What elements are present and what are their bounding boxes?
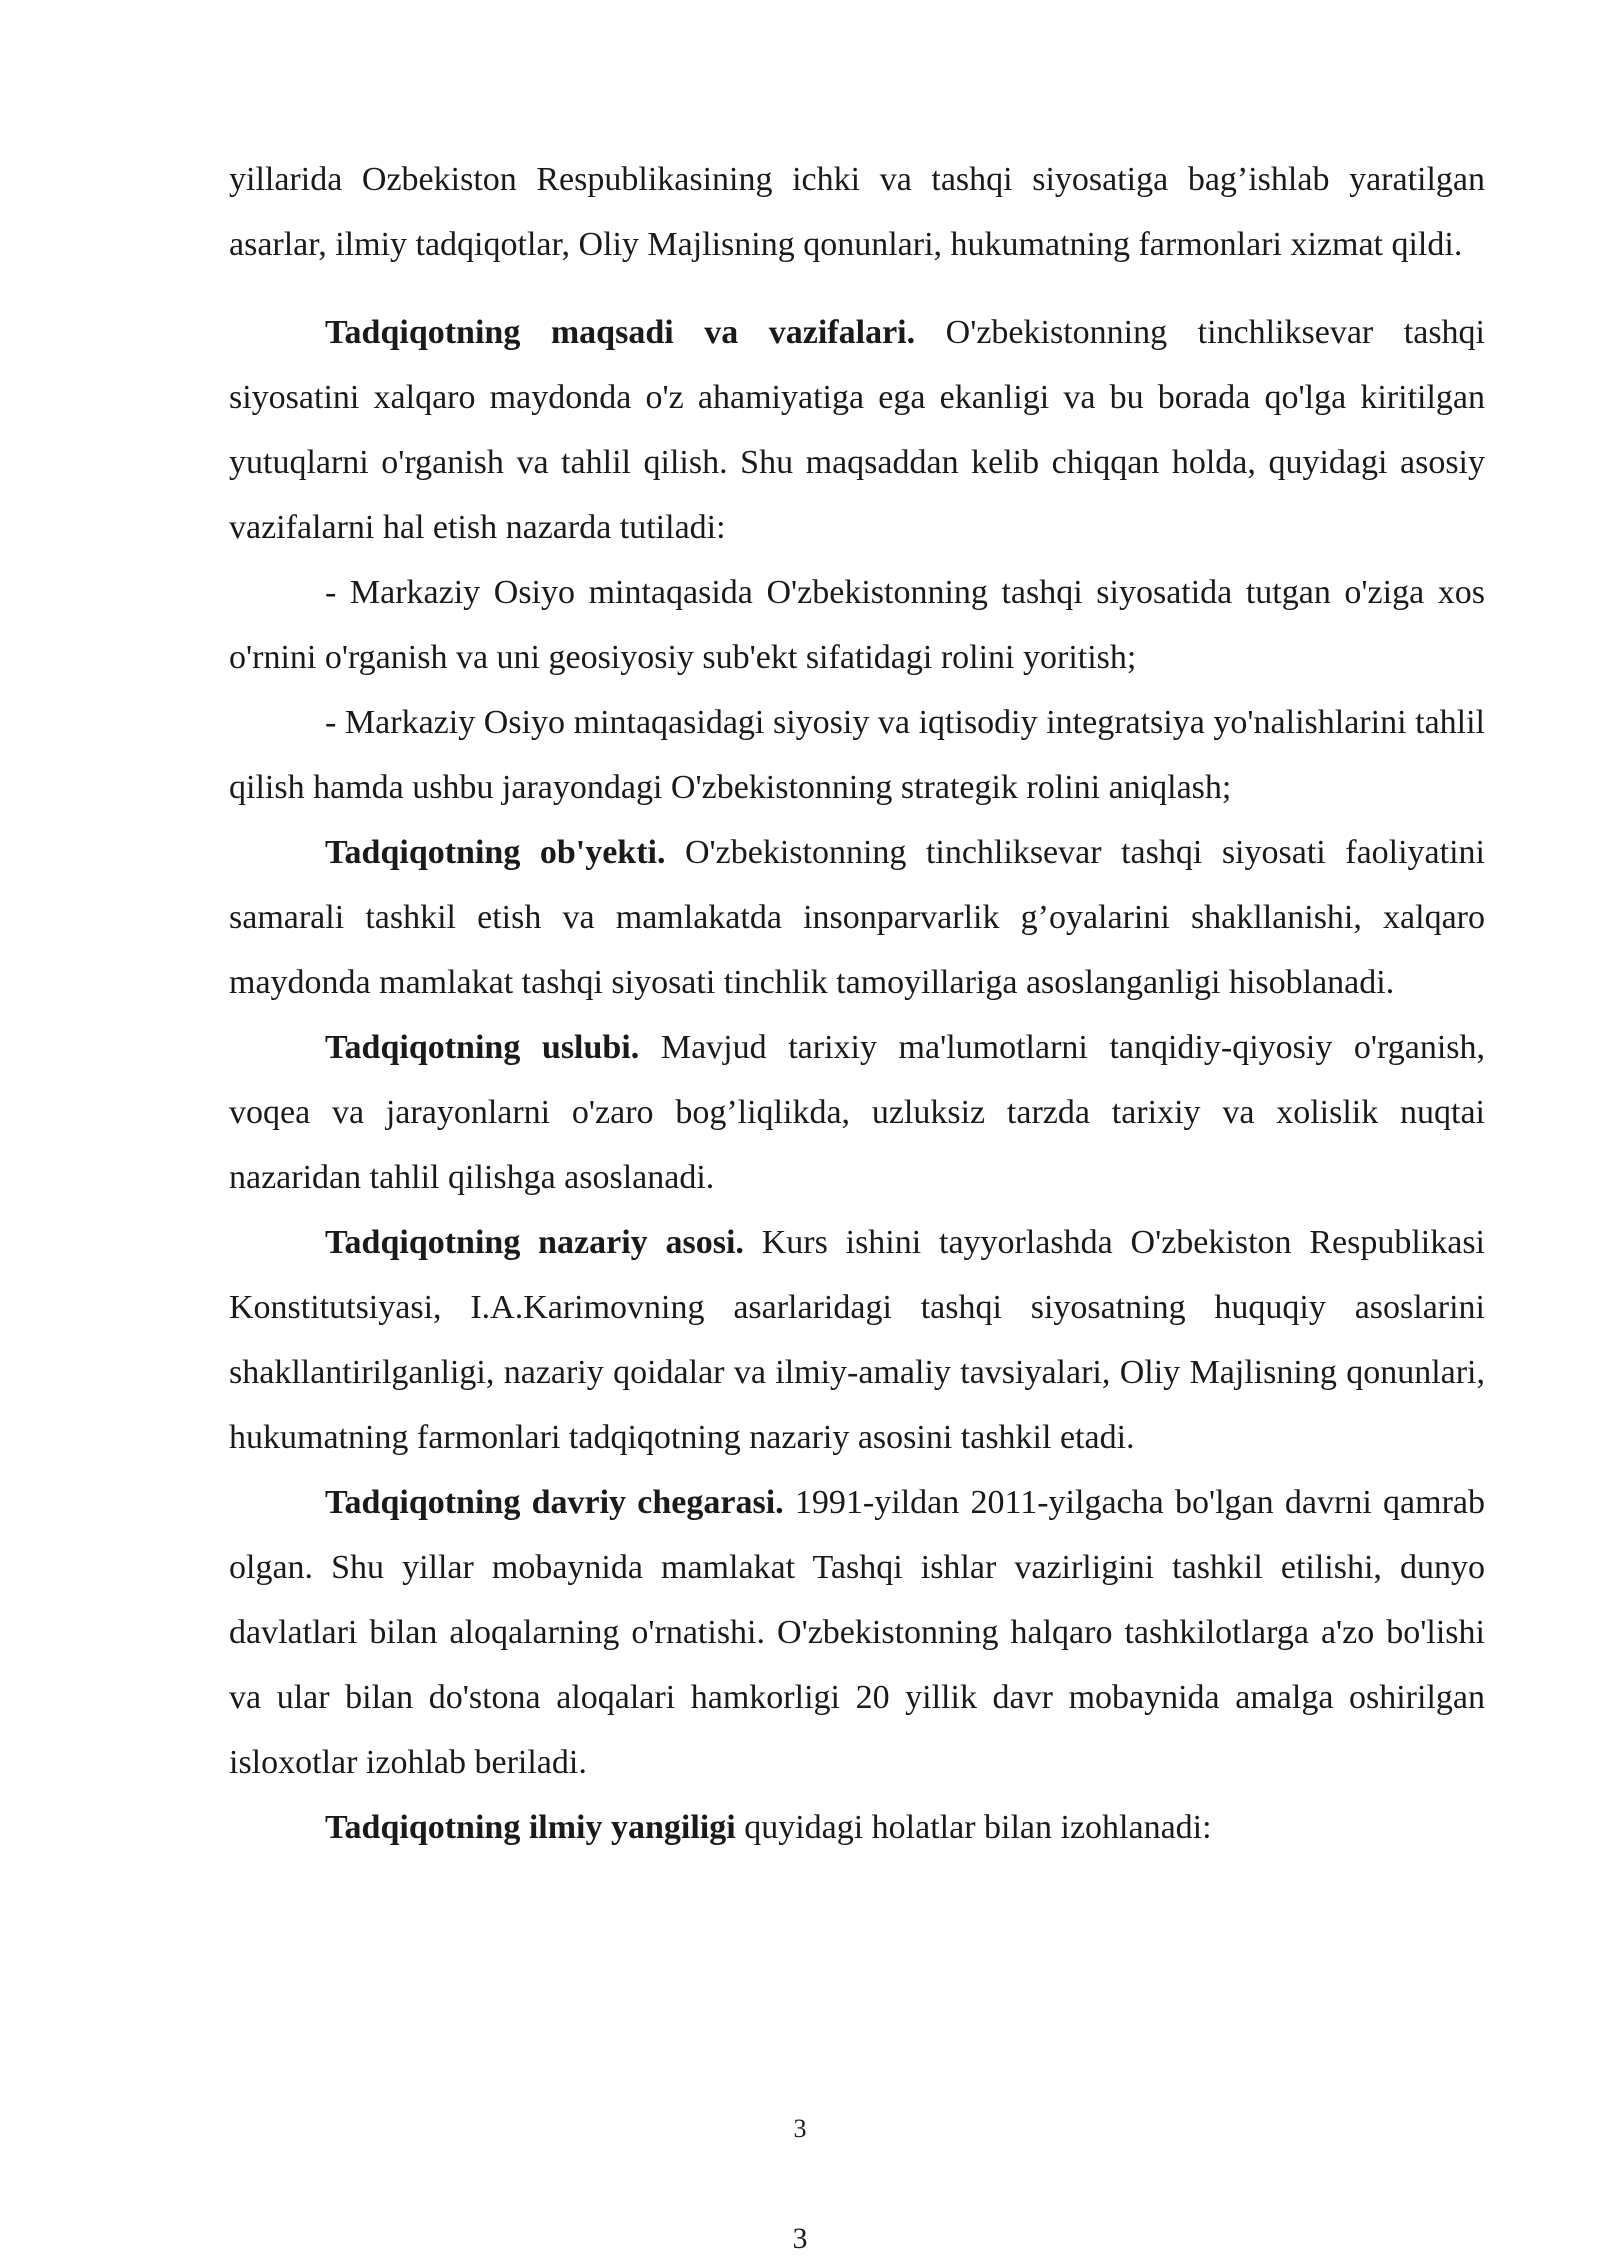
footer-page-number: 3 xyxy=(792,2222,808,2255)
section-heading-period: Tadqiqotning davriy chegarasi. xyxy=(325,1484,784,1521)
paragraph-object xyxy=(229,820,1485,1015)
paragraph-text: O'zbekistonning tinchliksevar tashqi siyosatini xalqaro maydonda o'z ahamiyatiga ega ekanligi va bu borada qo'lga kiritilgan yutuqlarni o'rganish va tahlil qilish. Shu maqsaddan kelib chiqqan holda, quyidagi asosiy vazifalarni hal etish nazarda tutiladi: xyxy=(229,314,1485,546)
section-heading-theory: Tadqiqotning nazariy asosi. xyxy=(325,1224,744,1261)
paragraph-period xyxy=(229,1470,1485,1795)
body-text xyxy=(229,147,1485,1860)
page-number: 3 xyxy=(793,2114,807,2143)
paragraph-text: - Markaziy Osiyo mintaqasidagi siyosiy va iqtisodiy integratsiya yo'nalishlarini tahlil qilish hamda ushbu jarayondagi O'zbekistonning strategik rolini aniqlash; xyxy=(229,704,1485,806)
paragraph-text: Mavjud tarixiy ma'lumotlarni tanqidiy-qiyosiy o'rganish, voqea va jarayonlarni o'zaro bog’liqlikda, uzluksiz tarzda tarixiy va xolislik nuqtai nazaridan tahlil qilishga asoslanadi. xyxy=(229,1029,1486,1196)
paragraph-text: quyidagi holatlar bilan izohlanadi: xyxy=(735,1809,1212,1846)
list-item-task-2 xyxy=(229,690,1485,820)
paragraph-goals xyxy=(229,300,1485,560)
paragraph-theory xyxy=(229,1210,1485,1470)
paragraph-text: yillarida Ozbekiston Respublikasining ichki va tashqi siyosatiga bag’ishlab yaratilgan asarlar, ilmiy tadqiqotlar, Oliy Majlisning qonunlari, hukumatning farmonlari xizmat qildi. xyxy=(229,161,1485,263)
paragraph-method xyxy=(229,1015,1485,1210)
paragraph-text: - Markaziy Osiyo mintaqasida O'zbekistonning tashqi siyosatida tutgan o'ziga xos o'rnini o'rganish va uni geosiyosiy sub'ekt sifatidagi rolini yoritish; xyxy=(229,574,1485,676)
section-heading-object: Tadqiqotning ob'yekti. xyxy=(325,834,666,871)
paragraph-novelty xyxy=(229,1795,1485,1860)
section-heading-goals: Tadqiqotning maqsadi va vazifalari. xyxy=(325,314,916,351)
paragraph-text: O'zbekistonning tinchliksevar tashqi siyosati faoliyatini samarali tashkil etish va mamlakatda insonparvarlik g’oyalarini shakllanishi, xalqaro maydonda mamlakat tashqi siyosati tinchlik tamoyillariga asoslanganligi hisoblanadi. xyxy=(229,834,1485,1001)
paragraph-intro-continuation xyxy=(229,147,1485,277)
section-heading-novelty: Tadqiqotning ilmiy yangiligi xyxy=(325,1809,736,1846)
list-item-task-1 xyxy=(229,560,1485,690)
paragraph-text: Kurs ishini tayyorlashda O'zbekiston Respublikasi Konstitutsiyasi, I.A.Karimovning asarlaridagi tashqi siyosatning huquqiy asoslarini shakllantirilganligi, nazariy qoidalar va ilmiy-amaliy tavsiyalari, Oliy Majlisning qonunlari, hukumatning farmonlari tadqiqotning nazariy asosini tashkil etadi. xyxy=(229,1224,1485,1456)
paragraph-text: 1991-yildan 2011-yilgacha bo'lgan davrni qamrab olgan. Shu yillar mobaynida mamlakat Tashqi ishlar vazirligini tashkil etilishi, dunyo davlatlari bilan aloqalarning o'rnatishi. O'zbekistonning halqaro tashkilotlarga a'zo bo'lishi va ular bilan do'stona aloqalari hamkorligi 20 yillik davr mobaynida amalga oshirilgan isloxotlar izohlab beriladi. xyxy=(229,1484,1485,1781)
section-heading-method: Tadqiqotning uslubi. xyxy=(325,1029,640,1066)
